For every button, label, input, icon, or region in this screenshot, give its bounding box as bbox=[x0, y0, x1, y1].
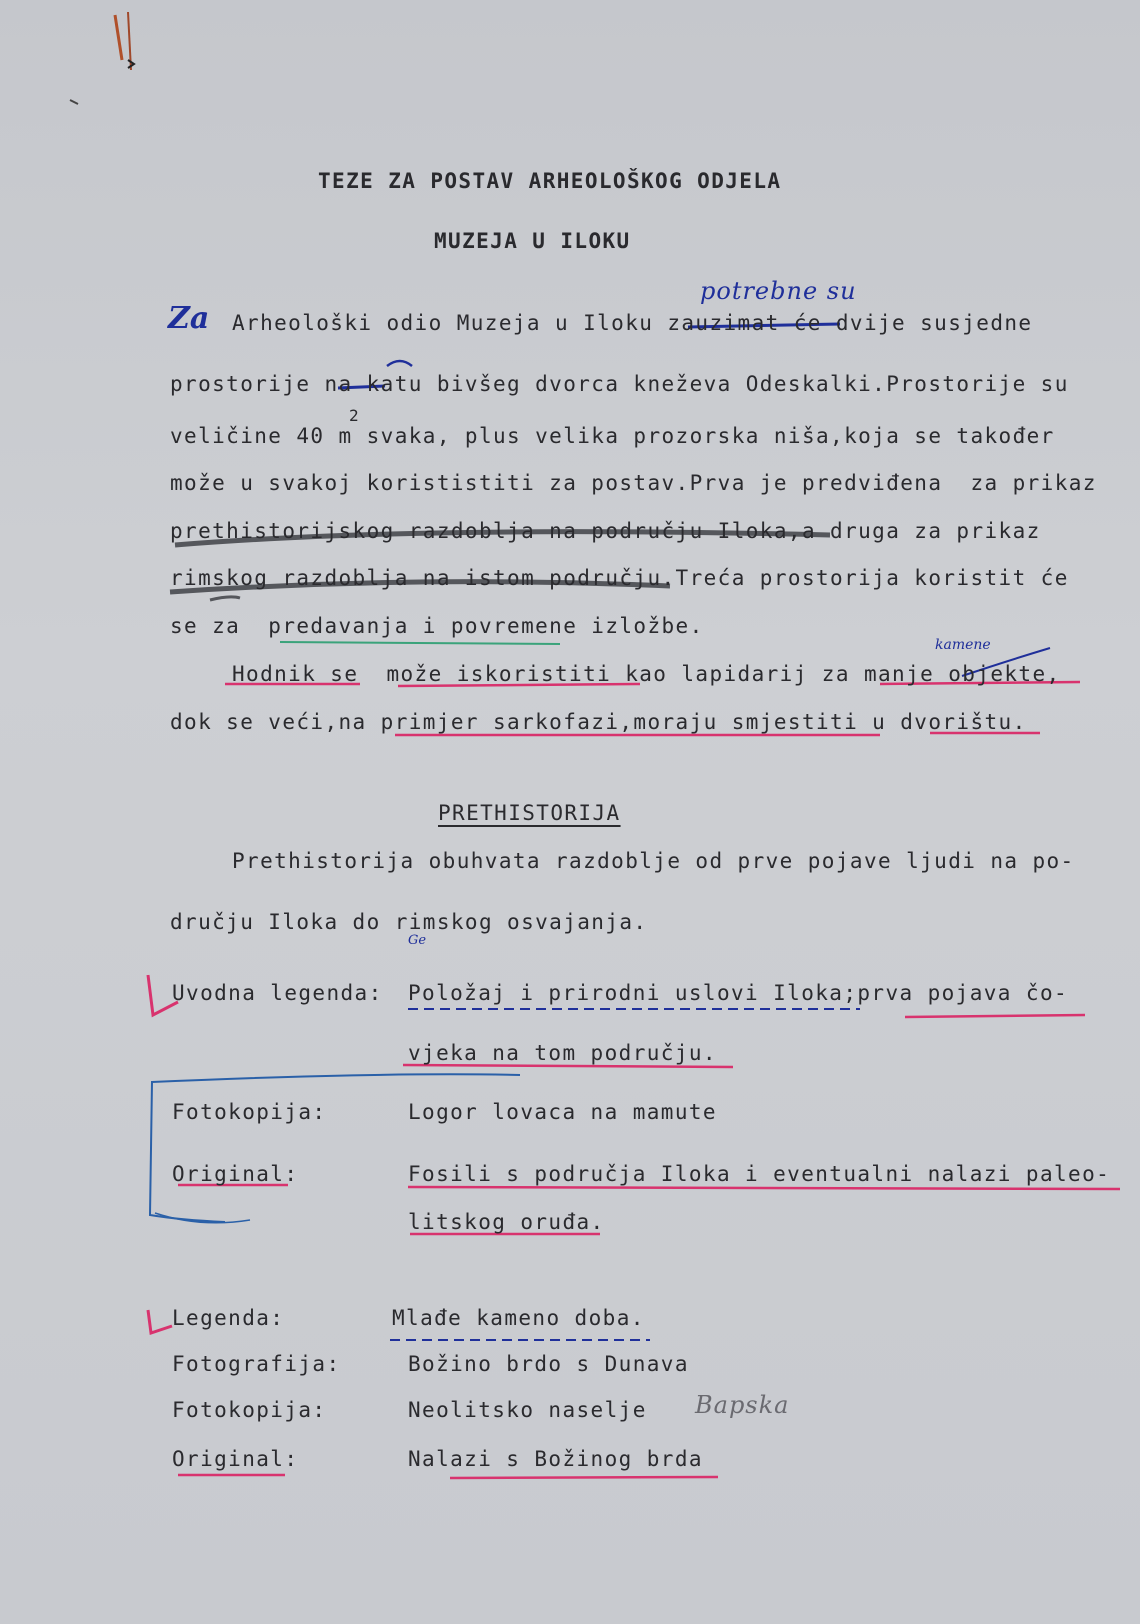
entry-label: Uvodna legenda: bbox=[172, 981, 383, 1005]
handwritten-insertion: potrebne su bbox=[700, 277, 857, 305]
intro-line: prostorije na katu bivšeg dvorca kneževa Odeskalki.Prostorije su bbox=[170, 372, 1069, 396]
entry-value: Božino brdo s Dunava bbox=[408, 1352, 689, 1376]
entry-value: Fosili s područja Iloka i eventualni nalazi paleo- bbox=[408, 1162, 1111, 1186]
intro-line: veličine 40 m svaka, plus velika prozorska niša,koja se također bbox=[170, 424, 1055, 448]
rust-mark bbox=[115, 15, 122, 60]
entry-label: Original: bbox=[172, 1447, 299, 1471]
section-heading: PRETHISTORIJA bbox=[438, 801, 621, 825]
entry-value: Logor lovaca na mamute bbox=[408, 1100, 717, 1124]
entry-label: Fotografija: bbox=[172, 1352, 341, 1376]
handwritten-note: Bapska bbox=[695, 1391, 790, 1419]
pink-underline bbox=[408, 1187, 1120, 1189]
intro-line: može u svakoj korististiti za postav.Prva je predviđena za prikaz bbox=[170, 471, 1097, 495]
intro-line: prethistorijskog razdoblja na području Iloka,a druga za prikaz bbox=[170, 519, 1041, 543]
entry-label: Legenda: bbox=[172, 1306, 285, 1330]
intro-line: Hodnik se može iskoristiti kao lapidarij za manje objekte, bbox=[232, 662, 1061, 686]
intro-line: rimskog razdoblja na istom području.Treća prostorija koristit će bbox=[170, 566, 1069, 590]
document-title-line-1: TEZE ZA POSTAV ARHEOLOŠKOG ODJELA bbox=[318, 169, 782, 193]
entry-value: Nalazi s Božinog brda bbox=[408, 1447, 703, 1471]
pink-check-mark bbox=[148, 1310, 172, 1333]
superscript: 2 bbox=[349, 406, 361, 425]
section-para-line: dručju Iloka do rimskog osvajanja. bbox=[170, 910, 648, 934]
pink-underline bbox=[450, 1477, 718, 1478]
green-underline bbox=[280, 642, 560, 644]
entry-value: vjeka na tom području. bbox=[408, 1041, 717, 1065]
handwritten-margin-mark: Za bbox=[168, 301, 210, 336]
document-title-line-2: MUZEJA U ILOKU bbox=[434, 229, 631, 253]
entry-value: Neolitsko naselje bbox=[408, 1398, 647, 1422]
entry-label: Original: bbox=[172, 1162, 299, 1186]
entry-label: Fotokopija: bbox=[172, 1398, 327, 1422]
smudge-mark bbox=[70, 100, 78, 104]
intro-line: se za predavanja i povremene izložbe. bbox=[170, 614, 704, 638]
entry-value: litskog oruđa. bbox=[408, 1210, 605, 1234]
entry-label: Fotokopija: bbox=[172, 1100, 327, 1124]
entry-value: Položaj i prirodni uslovi Iloka;prva pojava čo- bbox=[408, 981, 1069, 1005]
intro-line: Arheološki odio Muzeja u Iloku zauzimat će dvije susjedne bbox=[232, 311, 1033, 335]
blue-bracket bbox=[150, 1074, 520, 1222]
entry-value: Mlađe kameno doba. bbox=[392, 1306, 645, 1330]
insert-caret bbox=[387, 361, 412, 366]
pink-underline bbox=[905, 1015, 1085, 1017]
section-para-line: Prethistorija obuhvata razdoblje od prve pojave ljudi na po- bbox=[232, 849, 1075, 873]
handwritten-insertion: Ge bbox=[408, 933, 427, 948]
intro-line: dok se veći,na primjer sarkofazi,moraju smjestiti u dvorištu. bbox=[170, 710, 1027, 734]
handwritten-insertion: kamene bbox=[935, 637, 991, 653]
pencil-mark bbox=[210, 597, 240, 600]
